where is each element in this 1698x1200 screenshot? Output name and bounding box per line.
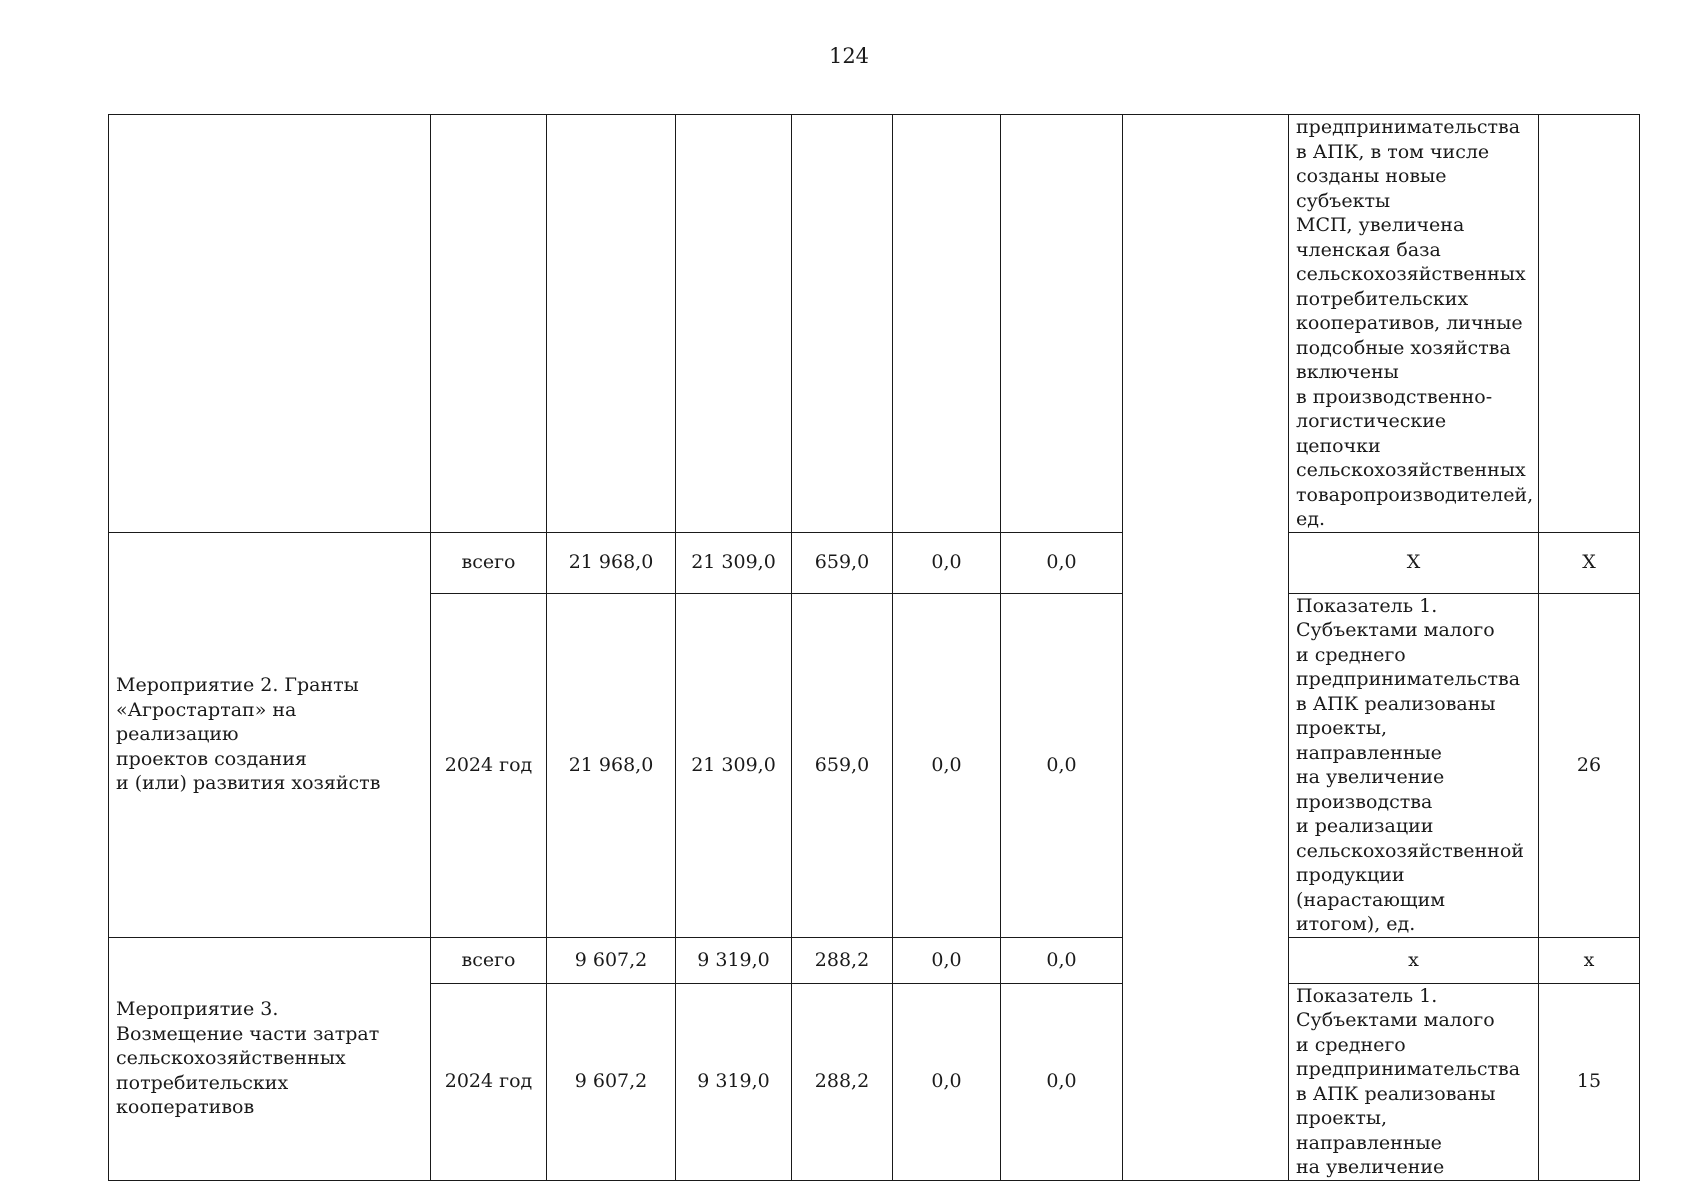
value-cell: 0,0 (893, 983, 1001, 1180)
empty-cell (547, 115, 676, 533)
measure-name-cell: Мероприятие 2. Гранты «Агростартап» на реализацию проектов создания и (или) развития хозяйств (109, 532, 431, 937)
empty-cell (1539, 115, 1640, 533)
empty-cell (893, 115, 1001, 533)
value-cell: 21 309,0 (676, 532, 792, 593)
page-number: 124 (828, 44, 870, 68)
period-cell: всего (431, 532, 547, 593)
empty-cell (109, 115, 431, 533)
indicator-value-cell: 15 (1539, 983, 1640, 1180)
value-cell: 0,0 (1001, 983, 1123, 1180)
indicator-cell: предпринимательства в АПК, в том числе созданы новые субъекты МСП, увеличена членская база сельскохозяйственных потребительских кооперативов, личные подсобные хозяйства включены в производственно- логистические цепочки сельскохозяйственных товаропроизводителей, ед. (1289, 115, 1539, 533)
value-cell: 0,0 (893, 593, 1001, 937)
empty-cell (1001, 115, 1123, 533)
value-cell: 9 319,0 (676, 937, 792, 983)
program-table (108, 114, 1640, 1181)
indicator-cell: х (1289, 937, 1539, 983)
value-cell: 0,0 (1001, 937, 1123, 983)
table-row (109, 532, 1640, 593)
value-cell: 21 968,0 (547, 532, 676, 593)
merged-empty-column (1123, 115, 1289, 1181)
period-cell: 2024 год (431, 593, 547, 937)
value-cell: 0,0 (893, 532, 1001, 593)
indicator-cell: Показатель 1. Субъектами малого и среднего предпринимательства в АПК реализованы проекты, направленные на увеличение (1289, 983, 1539, 1180)
table-row (109, 937, 1640, 983)
empty-cell (676, 115, 792, 533)
indicator-cell: Показатель 1. Субъектами малого и среднего предпринимательства в АПК реализованы проекты, направленные на увеличение производства и реализации сельскохозяйственной продукции (нарастающим итогом), ед. (1289, 593, 1539, 937)
period-cell: всего (431, 937, 547, 983)
empty-cell (431, 115, 547, 533)
value-cell: 288,2 (792, 937, 893, 983)
value-cell: 9 607,2 (547, 983, 676, 1180)
value-cell: 659,0 (792, 532, 893, 593)
value-cell: 0,0 (893, 937, 1001, 983)
indicator-value-cell: 26 (1539, 593, 1640, 937)
value-cell: 9 319,0 (676, 983, 792, 1180)
measure-name-cell: Мероприятие 3. Возмещение части затрат сельскохозяйственных потребительских кооперативов (109, 937, 431, 1180)
indicator-value-cell: х (1539, 937, 1640, 983)
value-cell: 0,0 (1001, 532, 1123, 593)
value-cell: 659,0 (792, 593, 893, 937)
continuation-row (109, 115, 1640, 533)
period-cell: 2024 год (431, 983, 547, 1180)
value-cell: 21 309,0 (676, 593, 792, 937)
value-cell: 288,2 (792, 983, 893, 1180)
value-cell: 0,0 (1001, 593, 1123, 937)
value-cell: 9 607,2 (547, 937, 676, 983)
indicator-value-cell: Х (1539, 532, 1640, 593)
value-cell: 21 968,0 (547, 593, 676, 937)
empty-cell (792, 115, 893, 533)
indicator-cell: Х (1289, 532, 1539, 593)
